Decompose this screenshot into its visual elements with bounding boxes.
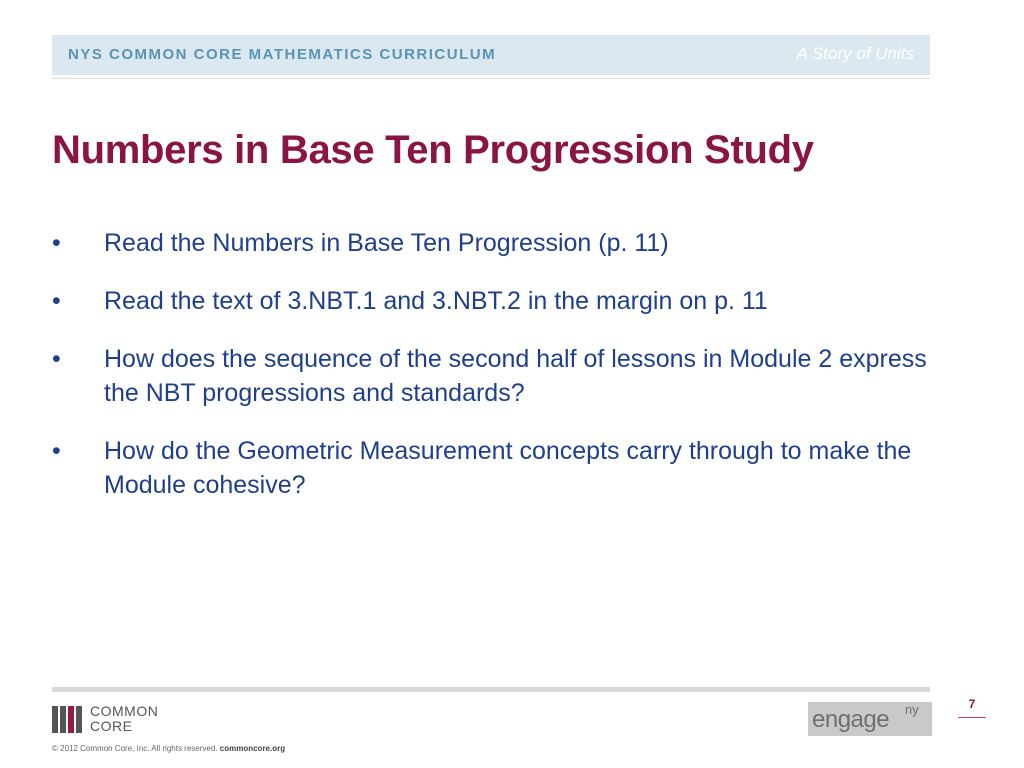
bullet-marker: • — [52, 437, 61, 465]
bullet-item — [52, 342, 962, 410]
logo-bar — [68, 706, 74, 733]
bullet-marker: • — [52, 345, 61, 373]
header-bar — [52, 35, 930, 75]
logo-bar — [60, 706, 66, 733]
page-number: 7 — [968, 697, 976, 711]
engage-ny-superscript: ny — [905, 702, 919, 717]
bullet-item — [52, 284, 962, 318]
copyright-text: © 2012 Common Core, Inc. All rights reserved. — [52, 744, 218, 753]
bullet-text: How do the Geometric Measurement concepts carry through to make the Module cohesive? — [104, 437, 912, 499]
footer-divider — [52, 687, 930, 692]
engageny-logo — [808, 702, 932, 736]
logo-bar — [52, 706, 58, 733]
bullet-list — [52, 226, 962, 526]
copyright-link[interactable]: commoncore.org — [219, 744, 286, 753]
header-divider — [52, 78, 930, 79]
common-core-wordmark — [90, 704, 158, 734]
bullet-marker: • — [52, 229, 61, 257]
engage-wordmark: engage — [812, 706, 890, 733]
bullet-item — [52, 226, 962, 260]
page-number-underline — [958, 717, 986, 718]
series-title: A Story of Units — [796, 44, 914, 63]
bullet-marker: • — [52, 287, 61, 315]
curriculum-title: NYS COMMON CORE MATHEMATICS CURRICULUM — [68, 46, 497, 63]
bullet-item — [52, 434, 962, 502]
logo-line-1: COMMON — [90, 703, 159, 719]
common-core-bars-icon — [52, 706, 84, 733]
slide-title: Numbers in Base Ten Progression Study — [52, 128, 814, 172]
bullet-text: How does the sequence of the second half of lessons in Module 2 express the NBT progressions and standards? — [104, 345, 927, 407]
logo-bar — [76, 706, 82, 733]
logo-line-2: CORE — [90, 718, 133, 734]
bullet-text: Read the text of 3.NBT.1 and 3.NBT.2 in the margin on p. 11 — [104, 287, 768, 315]
bullet-text: Read the Numbers in Base Ten Progression (p. 11) — [104, 229, 669, 257]
copyright-notice — [52, 744, 285, 753]
